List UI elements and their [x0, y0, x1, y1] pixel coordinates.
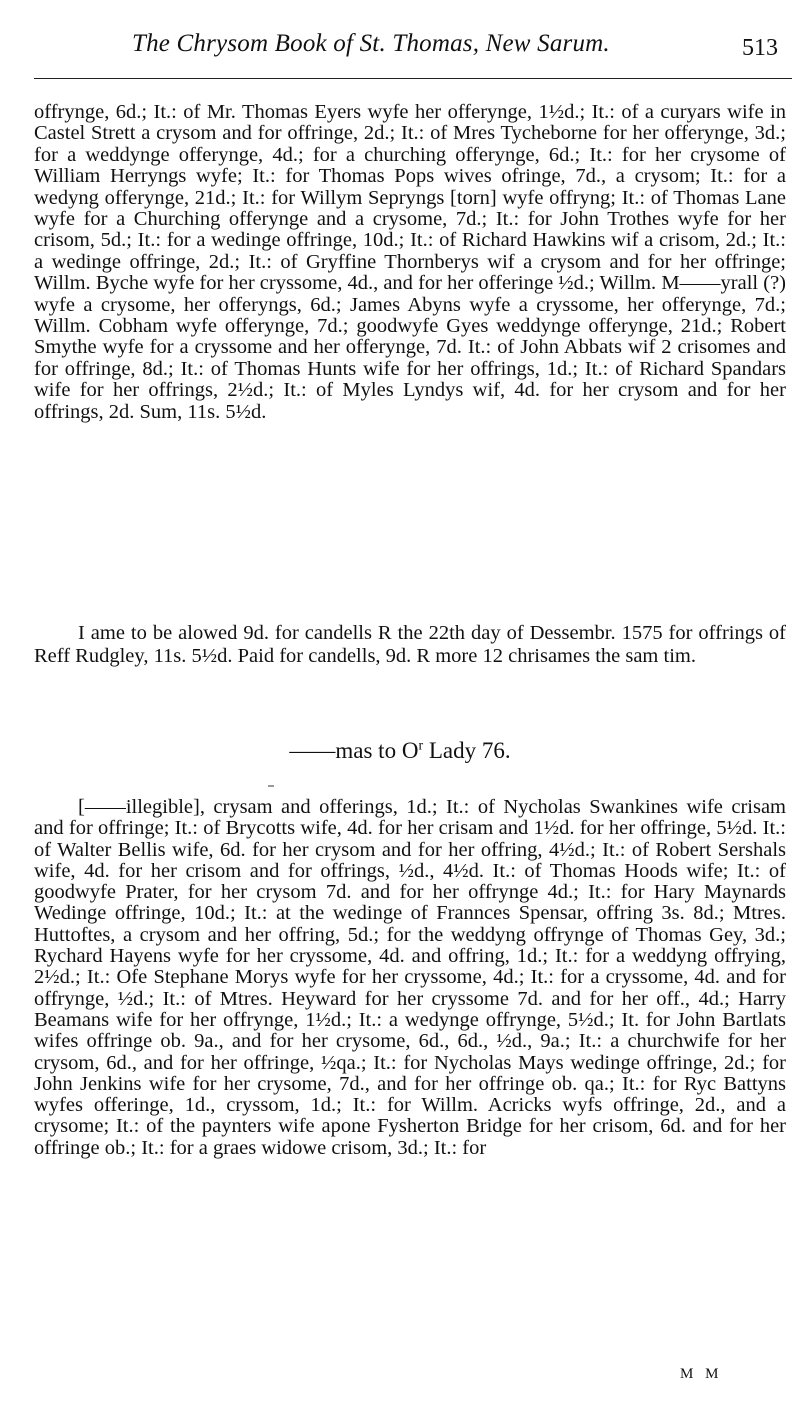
- heading-superscript: r: [418, 738, 424, 754]
- header-rule: [34, 78, 792, 79]
- heading-text: ——mas to O: [289, 738, 419, 763]
- entries-paragraph-2: [——illegible], crysam and offerings, 1d.; It.: of Nycholas Swankines wife crisam and for offringe; It.: of Brycotts wife, 4d. for her crisam and 1½d. for her offringe, 5½d. It.: of Walter Bellis wife, 6d. for her crysom and for her offring, 4½d.; It.: of Robert Sershals wife, 4d. for her crisom and for offrings, ½d., 4½d. It.: of Thomas Hoods wife; It.: of goodwyfe Prater, for her crysom 7d. and for her offrynge 4d.; It.: for Hary Maynards Wedinge offringe, 10d.; It.: at the wedinge of Frannces Spensar, offring 3s. 8d.; Mtres. Huttoftes, a crysom and her offring, 5d.; for the weddyng offrynge of Thomas Gey, 3d.; Rychard Hayens wyfe for her cryssome, 4d. and offring, 1d.; It.: for a weddyng offrying, 2½d.; It.: Ofe Stephane Morys wyfe for her cryssome, 4d.; It.: for a cryssome, 4d. and for offrynge, ½d.; It.: of Mtres. Heyward for her cryssome 7d. and for her off., 4d.; Harry Beamans wife for her offrynge, 1½d.; It.: a wedynge offrynge, 5½d.; It. for John Bartlats wifes offringe ob. 9a., and for her crysome, 6d., 6d., ½d., 9a.; It.: a churchwife for her crysom, 6d., and for her offringe, ½qa.; It.: for Nycholas Mays wedinge offringe, 2d.; for John Jenkins wife for her crysome, 7d., and for her offringe ob. qa.; It.: for Ryc Battyns wyfes offeringe, 1d., cryssom, 1d.; It.: for Willm. Acricks wyfs offringe, 2d., and a crysome; It.: of the paynters wife apone Fysherton Bridge for her crisom, 6d. and for her offringe ob.; It.: for a graes widowe crisom, 3d.; It.: for: [34, 796, 786, 1159]
- section-heading: [0, 738, 800, 764]
- signature-mark: M M: [680, 1366, 723, 1382]
- page-header: [34, 22, 784, 62]
- page-number: 513: [742, 35, 778, 61]
- entries-paragraph-1: offrynge, 6d.; It.: of Mr. Thomas Eyers wyfe her offerynge, 1½d.; It.: of a curyars wife in Castel Strett a crysom and for offringe, 2d.; It.: of Mres Tycheborne for her offerynge, 3d.; for a weddynge offerynge, 4d.; for a churching offerynge, 6d.; It.: for her crysome of William Herryngs wyfe; It.: for Thomas Pops wives ofringe, 7d., a crysom; It.: for a wedyng offerynge, 21d.; It.: for Willym Sepryngs [torn] wyfe offryng; It.: of Thomas Lane wyfe for a Churching offerynge and a crysome, 7d.; It.: for John Trothes wyfe for her crisom, 5d.; It.: for a wedinge offringe, 10d.; It.: of Richard Hawkins wif a crisom, 2d.; It.: a wedinge offringe, 2d.; It.: of Gryffine Thornberys wif a crysom and for her offringe; Willm. Byche wyfe for her cryssome, 4d., and for her offeringe ½d.; Willm. M——yrall (?) wyfe a crysome, her offeryngs, 6d.; James Abyns wyfe a cryssome, her offerynge, 7d.; Willm. Cobham wyfe offerynge, 7d.; goodwyfe Gyes weddynge offerynge, 21d.; Robert Smythe wyfe for a cryssome and her offerynge, 7d. It.: of John Abbats wif 2 crisomes and for offringe, 8d.; It.: of Thomas Hunts wife for her offrings, 1d.; It.: of Richard Spandars wife for her offrings, 2½d.; It.: of Myles Lyndys wif, 4d. for her crysom and for her offrings, 2d. Sum, 11s. 5½d.: [34, 101, 786, 423]
- candles-paragraph: I ame to be alowed 9d. for candells R the 22th day of Dessembr. 1575 for offrings of Reff Rudgley, 11s. 5½d. Paid for candells, 9d. R more 12 chrisames the sam tim.: [34, 622, 786, 667]
- running-title: The Chrysom Book of St. Thomas, New Sarum.: [132, 30, 610, 57]
- heading-text-end: Lady 76.: [423, 738, 511, 763]
- print-mark: [268, 785, 274, 787]
